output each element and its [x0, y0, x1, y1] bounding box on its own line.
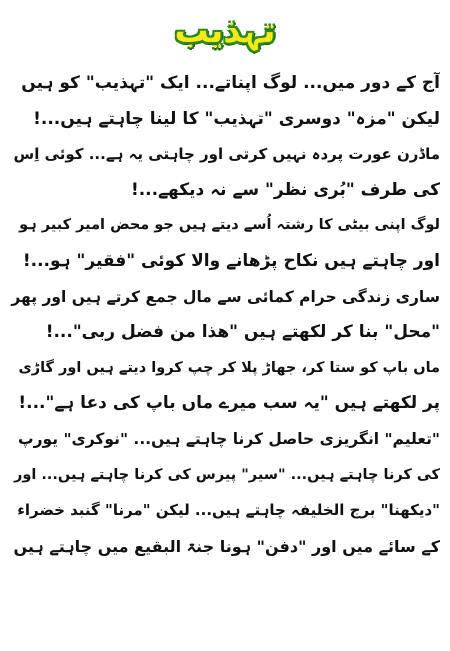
text-line: "دیکھنا" برج الخلیفہ چاہتے ہیں... لیکن "مرنا" گنبد خضراء [17, 501, 440, 520]
body-text [10, 66, 440, 646]
title-banner [0, 4, 450, 58]
text-line: کی کرنا چاہتے ہیں... "سیر" پیرس کی کرنا چاہتے ہیں... اور [14, 466, 440, 483]
text-line: آج کے دور میں... لوگ اپناتے... ایک "تہذیب" کو ہیں [21, 73, 440, 93]
text-line: کے سائے میں اور "دفن" ہونا جنۃ البقیع میں چاہتے ہیں [13, 536, 440, 556]
text-line: لوگ اپنی بیٹی کا رشتہ اُسے دیتے ہیں جو محض امیر کبیر ہو [19, 217, 440, 234]
text-line: ماں باپ کو ستا کر، جھاڑ پلا کر چپ کروا دیتے ہیں اور گاڑی [18, 359, 440, 376]
text-line: اور چاہتے ہیں نکاح پڑھانے والا کوئی "فقیر" ہو...! [22, 250, 440, 271]
text-line: ماڈرن عورت پردہ نہیں کرتی اور چاہتی یہ ہے... کوئی اِس [13, 145, 440, 164]
page-title: تہذیب [174, 11, 276, 51]
text-line: "محل" بنا کر لکھتے ہیں "ھذا من فضل ربی"...! [45, 322, 440, 343]
text-line: ساری زندگی حرام کمائی سے مال جمع کرتے ہیں اور پھر [11, 287, 440, 306]
text-line: کی طرف "بُری نظر" سے نہ دیکھے...! [130, 179, 440, 200]
text-line: "تعلیم" انگریزی حاصل کرنا چاہتے ہیں... "نوکری" یورپ [18, 429, 440, 448]
text-line: لیکن "مزہ" دوسری "تہذیب" کا لینا چاہتے ہیں...! [33, 108, 440, 129]
text-line: پر لکھتے ہیں "یہ سب میرے ماں باپ کی دعا ہے"...! [18, 393, 440, 414]
